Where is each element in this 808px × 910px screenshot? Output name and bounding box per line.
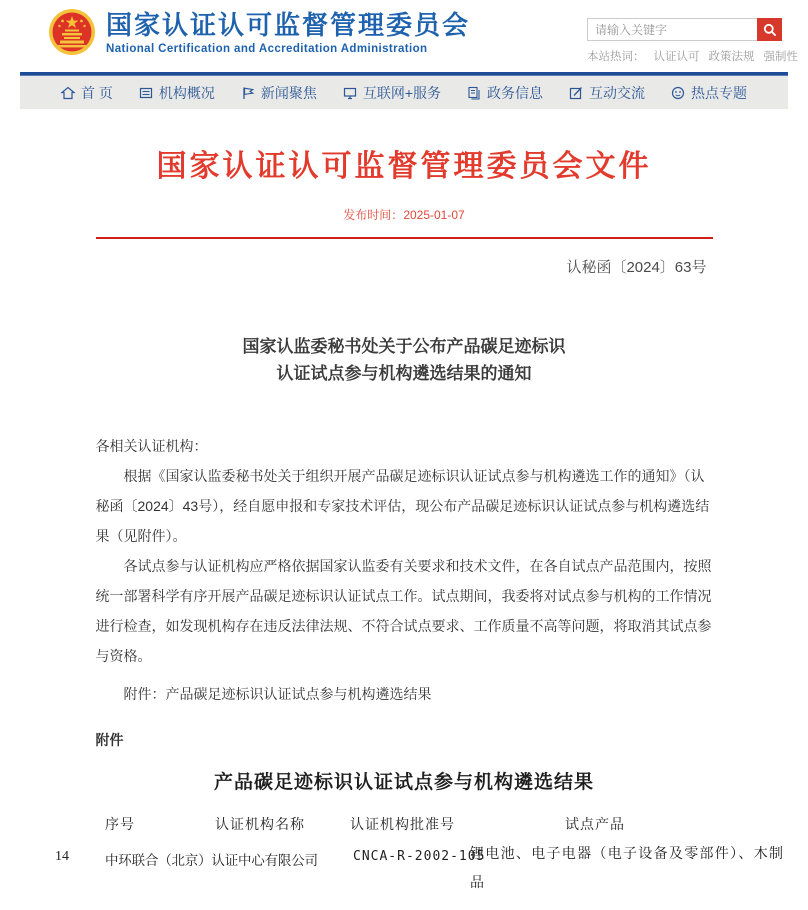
nav-item-interaction[interactable] [569, 83, 645, 103]
attachment-table-title: 产品碳足迹标识认证试点参与机构遴选结果 [213, 772, 594, 793]
nav-item-label: 机构概况 [158, 84, 215, 101]
document-title-line2: 认证试点参与机构遴选结果的通知 [276, 364, 532, 383]
monitor-icon [343, 86, 357, 100]
search-icon [763, 23, 777, 37]
nav-item-gov-info[interactable] [467, 83, 543, 103]
table-row-products: 锂电池、电子电器（电子设备及零部件）、木制品 [470, 847, 785, 891]
main-nav [20, 72, 788, 109]
nav-item-about[interactable] [139, 83, 215, 103]
column-header-org: 认证机构名称 [215, 818, 305, 833]
site-title: 国家认证认可监督管理委员会 [106, 9, 471, 40]
red-divider [96, 237, 713, 239]
publish-date: 2025-01-07 [403, 208, 465, 222]
paragraph: 各试点参与认证机构应严格依据国家认监委有关要求和技术文件，在各自试点产品范围内，按照统一部署科学有序开展产品碳足迹标识认证试点工作。试点期间，我委将对试点参与机构的工作情况进行检查，如发现机构存在违反法律法规、不符合试点要求、工作质量不高等问题，将取消其试点参与资格。 [95, 558, 712, 664]
site-header [0, 0, 808, 72]
nav-item-news[interactable] [241, 83, 317, 103]
attachment-label: 附件 [95, 732, 124, 748]
nav-item-hot-topics[interactable] [671, 83, 747, 103]
nav-item-label: 首 页 [80, 84, 113, 101]
column-header-no: 序号 [105, 818, 135, 833]
document-body [96, 431, 713, 755]
nav-item-label: 互联网+服务 [362, 84, 442, 101]
table-row-org: 中环联合（北京）认证中心有限公司 [105, 853, 318, 868]
paragraph: 根据《国家认监委秘书处关于组织开展产品碳足迹标识认证试点参与机构遴选工作的通知》（认秘函〔2024〕43号），经自愿申报和专家技术评估，现公布产品碳足迹标识认证试点参与机构遴选结果（见附件）。 [95, 468, 710, 544]
nav-item-internet-services[interactable] [343, 83, 441, 103]
site-brand-link[interactable] [48, 8, 470, 56]
hot-words-label: 本站热词： [587, 51, 645, 63]
nav-item-label: 新闻聚焦 [260, 84, 317, 101]
nav-item-label: 热点专题 [690, 84, 747, 101]
nav-item-home[interactable] [61, 83, 113, 103]
document-title [0, 333, 808, 387]
national-emblem-icon [48, 8, 96, 56]
search-input[interactable] [587, 18, 757, 41]
search-button[interactable] [757, 18, 782, 41]
document-title-line1: 国家认监委秘书处关于公布产品碳足迹标识 [242, 337, 566, 356]
hotspot-icon [671, 86, 685, 100]
flag-icon [241, 86, 255, 100]
hot-word-link[interactable]: 强制性 [763, 51, 798, 63]
column-header-products: 试点产品 [565, 818, 625, 833]
brand-text [106, 10, 470, 55]
hot-words [587, 48, 798, 64]
document-banner-title: 国家认证认可监督管理委员会文件 [156, 150, 652, 183]
table-row-approval-no: CNCA-R-2002-105 [353, 849, 486, 864]
hot-word-link[interactable]: 政策法规 [708, 51, 755, 63]
nav-item-label: 政务信息 [487, 84, 543, 101]
edit-icon [569, 86, 583, 100]
table-row-no: 14 [55, 849, 69, 864]
publish-label: 发布时间： [343, 208, 404, 222]
document-number: 认秘函〔2024〕63号 [566, 259, 707, 276]
search-area [587, 18, 798, 64]
documents-icon [467, 86, 481, 100]
salutation: 各相关认证机构： [95, 438, 208, 454]
home-icon [61, 86, 75, 100]
hot-word-link[interactable]: 认证认可 [653, 51, 700, 63]
building-icon [139, 86, 153, 100]
column-header-approval-no: 认证机构批准号 [350, 818, 455, 833]
attachment-reference-line: 附件：产品碳足迹标识认证试点参与机构遴选结果 [123, 686, 432, 702]
nav-item-label: 互动交流 [588, 84, 645, 101]
attachment-table [0, 800, 808, 910]
publish-line [0, 206, 808, 223]
site-subtitle: National Certification and Accreditation Administration [106, 42, 428, 55]
